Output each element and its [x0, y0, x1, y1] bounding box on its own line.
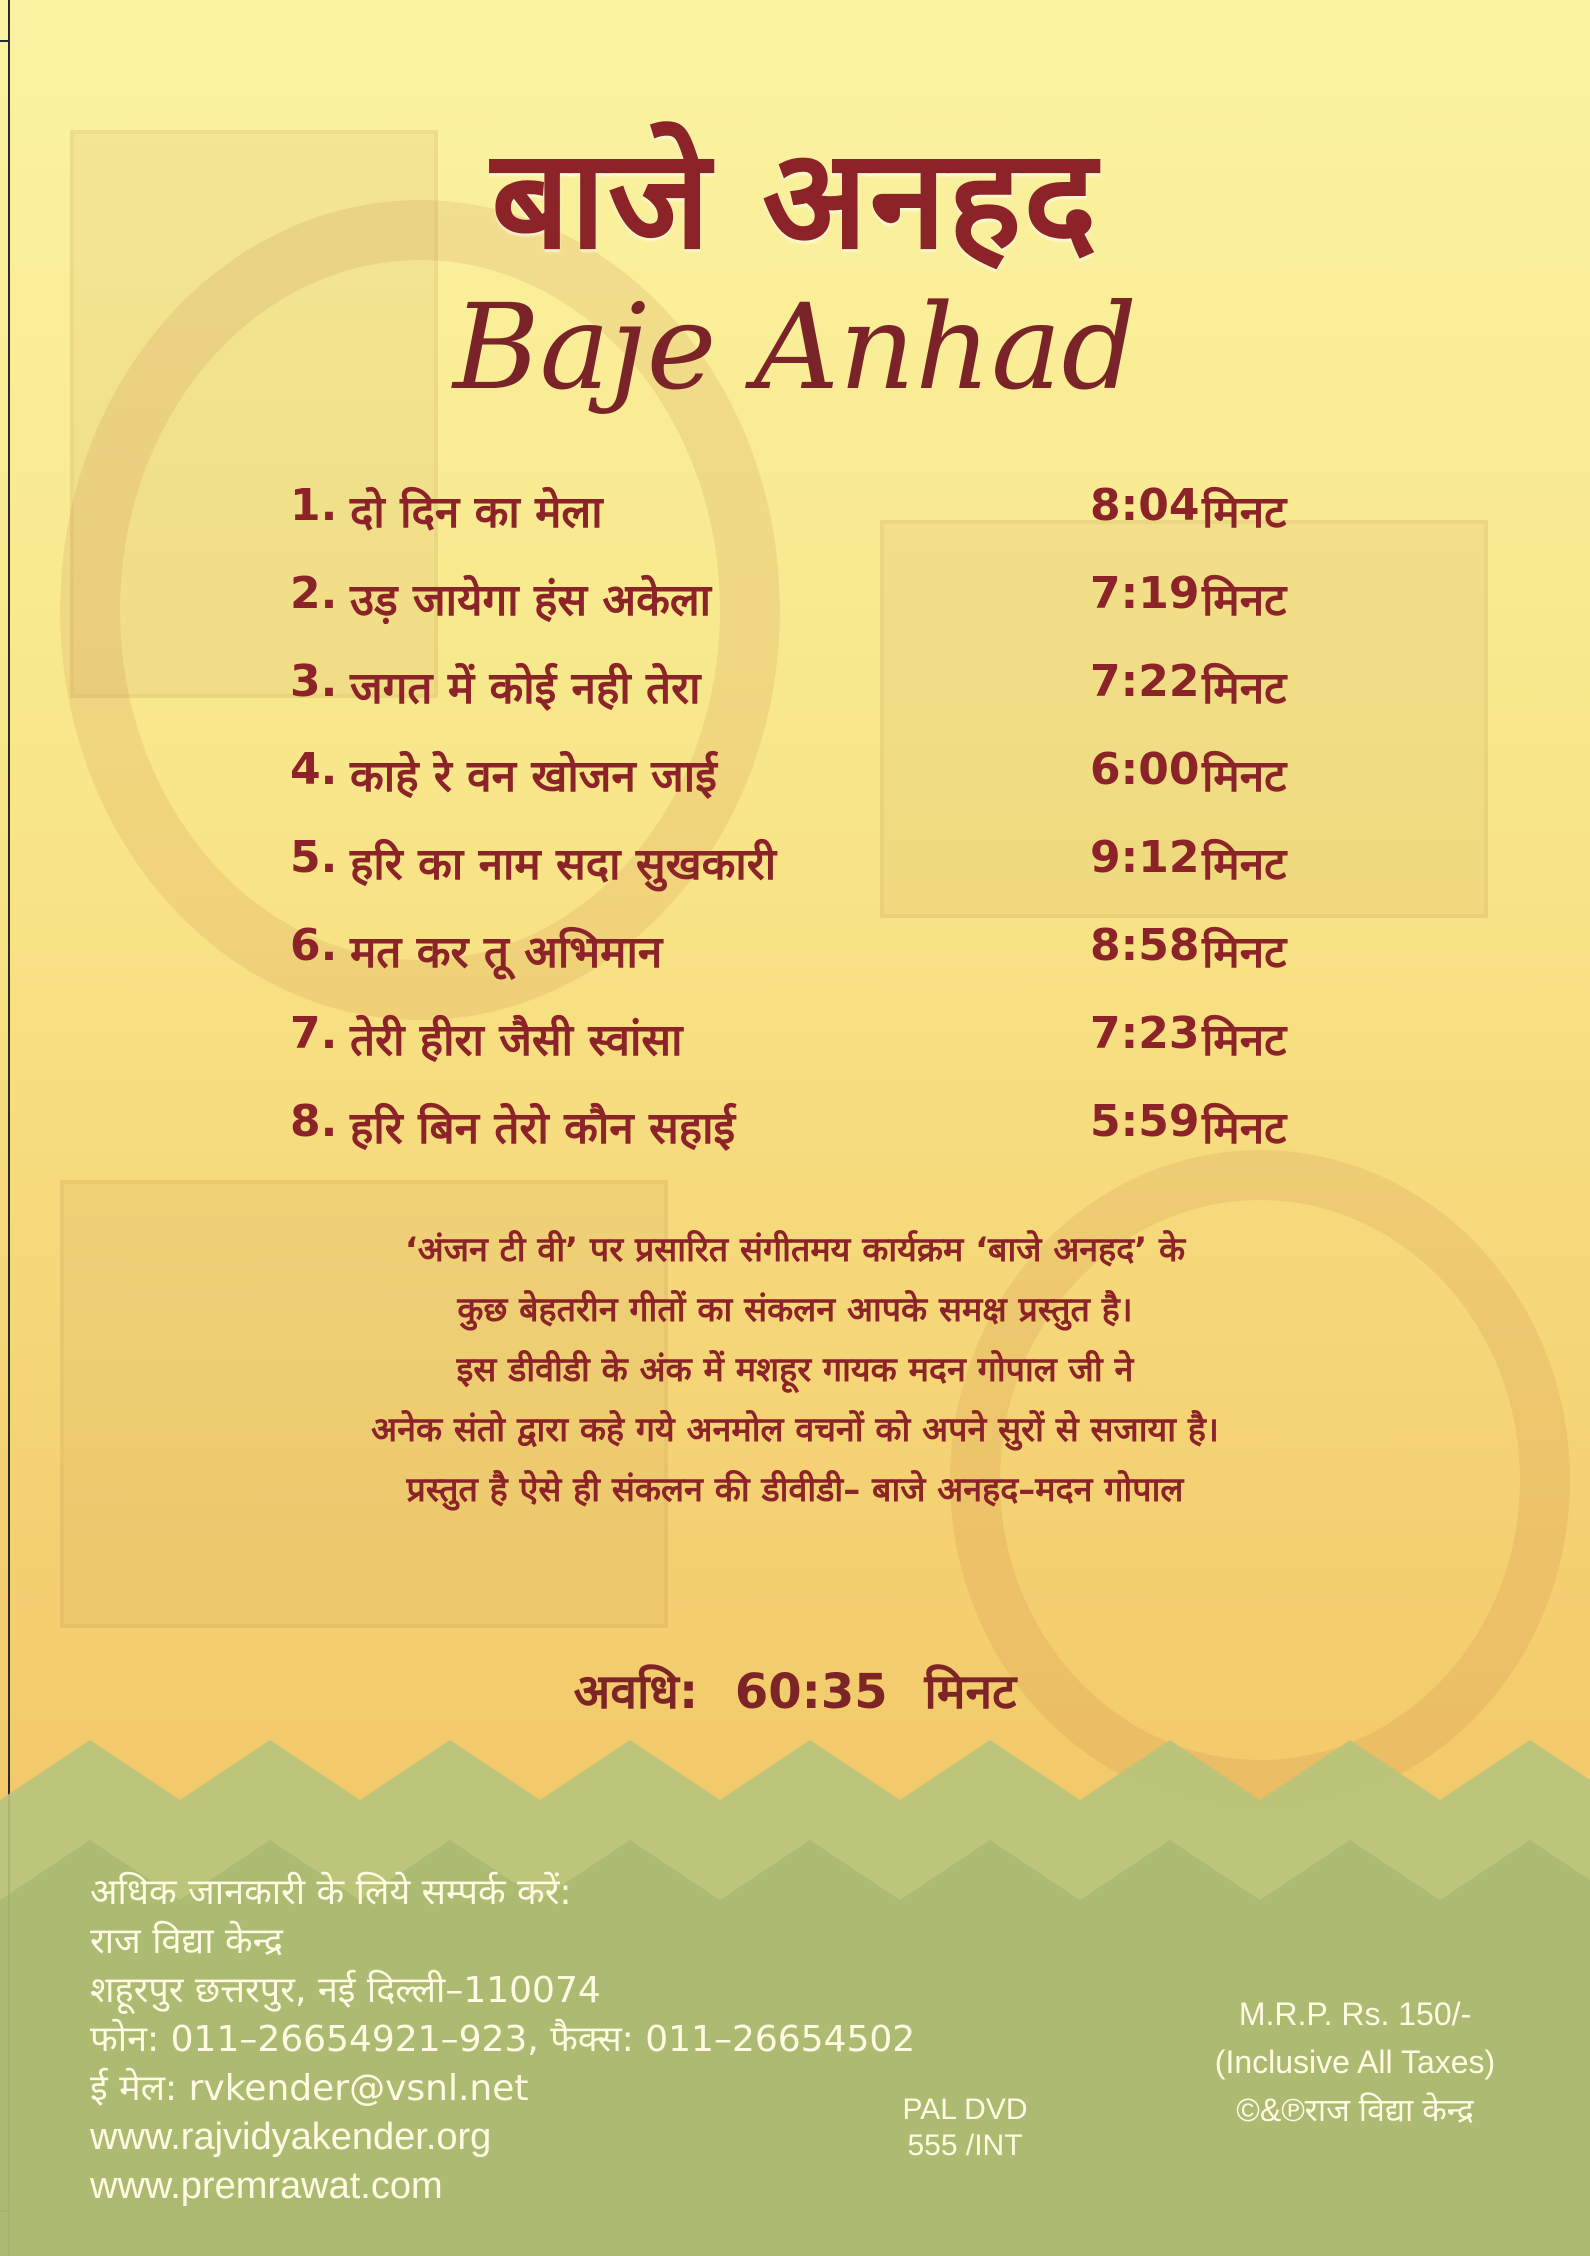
description-line: ‘अंजन टी वी’ पर प्रसारित संगीतमय कार्यक्रम ‘बाजे अनहद’ के — [404, 1230, 1186, 1270]
description-line: प्रस्तुत है ऐसे ही संकलन की डीवीडी– बाजे अनहद–मदन गोपाल — [406, 1470, 1184, 1510]
contact-organization: राज विद्या केन्द्र — [90, 1921, 283, 1962]
track-duration-unit: मिनट — [1202, 487, 1287, 538]
title-hindi: बाजे अनहद — [491, 119, 1099, 280]
track-item — [290, 910, 1330, 998]
title-english: Baje Anhad — [452, 278, 1138, 416]
track-duration-unit: मिनट — [1202, 575, 1287, 626]
track-title: हरि बिन तेरो कौन सहाई — [350, 1103, 736, 1154]
contact-email: ई मेल: rvkender@vsnl.net — [90, 2068, 529, 2109]
track-number: 1. — [290, 480, 338, 531]
track-title: काहे रे वन खोजन जाई — [350, 751, 717, 802]
description-line: कुछ बेहतरीन गीतों का संकलन आपके समक्ष प्रस्तुत है। — [457, 1290, 1133, 1330]
track-number: 2. — [290, 568, 338, 619]
track-title: जगत में कोई नही तेरा — [350, 663, 701, 714]
track-duration-unit: मिनट — [1202, 1015, 1287, 1066]
track-item — [290, 470, 1330, 558]
copyright-notice: ©&℗राज विद्या केन्द्र — [1236, 2092, 1474, 2128]
track-duration: 7:23 — [1090, 1008, 1200, 1059]
track-duration: 7:22 — [1090, 656, 1200, 707]
track-duration-unit: मिनट — [1202, 839, 1287, 890]
track-number: 4. — [290, 744, 338, 795]
track-title: दो दिन का मेला — [350, 487, 603, 538]
disc-format-code: 555 /INT — [907, 2129, 1023, 2162]
crop-mark-tick — [0, 40, 10, 42]
track-item — [290, 822, 1330, 910]
disc-format — [870, 2092, 1060, 2164]
track-number: 7. — [290, 1008, 338, 1059]
track-title: मत कर तू अभिमान — [350, 927, 663, 978]
track-duration: 8:58 — [1090, 920, 1200, 971]
tax-note: (Inclusive All Taxes) — [1214, 2044, 1496, 2080]
description — [160, 1220, 1430, 1520]
contact-phone: फोन: 011–26654921–923, फैक्स: 011–26654502 — [90, 2019, 916, 2060]
track-duration: 7:19 — [1090, 568, 1200, 619]
track-title: उड़ जायेगा हंस अकेला — [350, 575, 712, 626]
track-title: हरि का नाम सदा सुखकारी — [350, 839, 777, 890]
track-number: 5. — [290, 832, 338, 883]
contact-heading: अधिक जानकारी के लिये सम्पर्क करें: — [90, 1872, 572, 1913]
total-duration — [0, 1658, 1590, 1723]
contact-address: शहूरपुर छत्तरपुर, नई दिल्ली–110074 — [90, 1970, 601, 2011]
track-duration-unit: मिनट — [1202, 751, 1287, 802]
total-duration-value: 60:35 — [734, 1664, 888, 1720]
track-item — [290, 734, 1330, 822]
track-item — [290, 646, 1330, 734]
total-duration-unit: मिनट — [924, 1664, 1017, 1720]
website-link: www.rajvidyakender.org — [90, 2116, 492, 2158]
track-item — [290, 1086, 1330, 1174]
track-item — [290, 558, 1330, 646]
track-number: 6. — [290, 920, 338, 971]
track-title: तेरी हीरा जैसी स्वांसा — [350, 1015, 683, 1066]
track-duration-unit: मिनट — [1202, 1103, 1287, 1154]
track-duration: 9:12 — [1090, 832, 1200, 883]
price-info — [1170, 1990, 1540, 2134]
track-number: 8. — [290, 1096, 338, 1147]
disc-format-line: PAL DVD — [902, 2093, 1028, 2126]
track-duration: 6:00 — [1090, 744, 1200, 795]
track-duration: 8:04 — [1090, 480, 1200, 531]
track-duration-unit: मिनट — [1202, 663, 1287, 714]
website-link: www.premrawat.com — [90, 2165, 443, 2207]
track-item — [290, 998, 1330, 1086]
description-line: इस डीवीडी के अंक में मशहूर गायक मदन गोपाल जी ने — [456, 1350, 1134, 1390]
mrp-label: M.R.P. Rs. 150/- — [1238, 1996, 1472, 2032]
track-list — [290, 470, 1330, 1174]
contact-info — [90, 1868, 915, 2211]
track-duration-unit: मिनट — [1202, 927, 1287, 978]
track-number: 3. — [290, 656, 338, 707]
track-duration: 5:59 — [1090, 1096, 1200, 1147]
description-line: अनेक संतो द्वारा कहे गये अनमोल वचनों को अपने सुरों से सजाया है। — [371, 1410, 1219, 1450]
total-duration-label: अवधि: — [573, 1664, 699, 1720]
